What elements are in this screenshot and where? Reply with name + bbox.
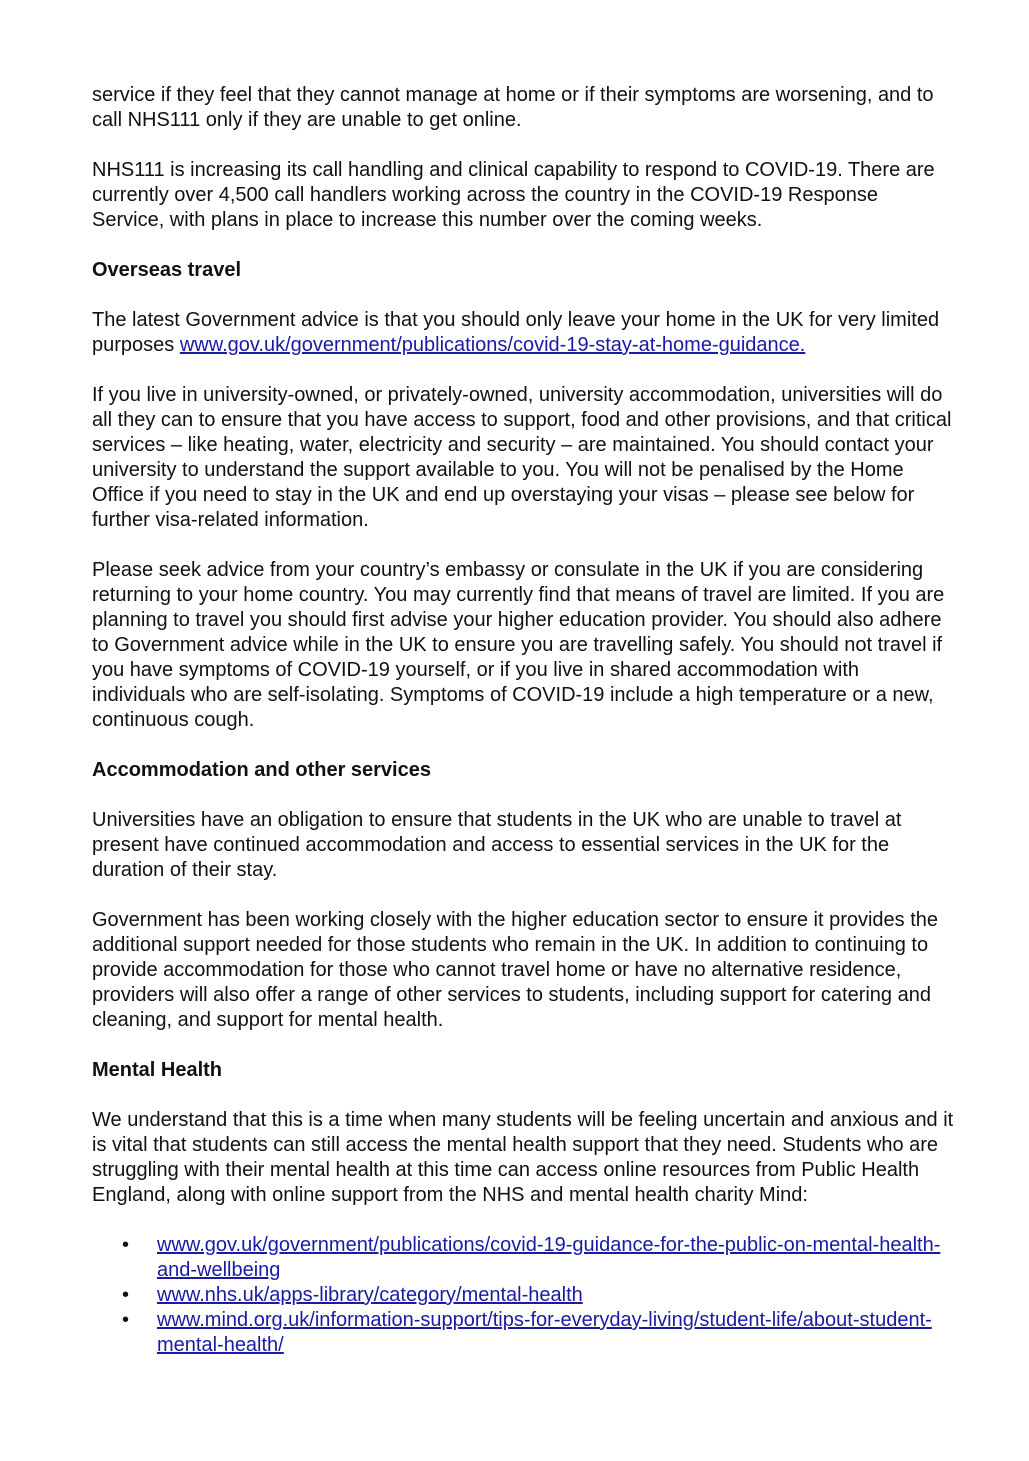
paragraph-government-advice-text: The latest Government advice is that you should only leave your home in the UK for very limited purposes xyxy=(92,309,940,356)
nhs-apps-library-link[interactable]: www.nhs.uk/apps-library/category/mental-health xyxy=(157,1284,583,1306)
paragraph-mental-health-support: We understand that this is a time when many students will be feeling uncertain and anxious and it is vital that students can still access the mental health support that they need. Students who are struggling with their mental health at this time can access online resources from Public Health England, along with online support from the NHS and mental health charity Mind: xyxy=(92,1109,954,1206)
list-item xyxy=(157,1233,954,1283)
document-page xyxy=(92,83,954,1358)
heading-overseas-travel: Overseas travel xyxy=(92,259,242,281)
paragraph-government-advice xyxy=(92,308,954,358)
paragraph-university-obligation: Universities have an obligation to ensure that students in the UK who are unable to travel at present have continued accommodation and access to essential services in the UK for the duration of their stay. xyxy=(92,809,902,881)
paragraph-nhs-online: service if they feel that they cannot manage at home or if their symptoms are worsening, and to call NHS111 only if they are unable to get online. xyxy=(92,84,934,131)
stay-at-home-guidance-link[interactable]: www.gov.uk/government/publications/covid-19-stay-at-home-guidance. xyxy=(179,334,806,356)
gov-mental-health-guidance-link[interactable]: www.gov.uk/government/publications/covid-19-guidance-for-the-public-on-mental-health-and-wellbeing xyxy=(157,1234,941,1281)
heading-accommodation-services: Accommodation and other services xyxy=(92,759,431,781)
paragraph-nhs111-capacity: NHS111 is increasing its call handling and clinical capability to respond to COVID-19. There are currently over 4,500 call handlers working across the country in the COVID-19 Response Service, with plans in place to increase this number over the coming weeks. xyxy=(92,159,935,231)
paragraph-government-support: Government has been working closely with the higher education sector to ensure it provides the additional support needed for those students who remain in the UK. In addition to continuing to provide accommodation for those who cannot travel home or have no alternative residence, providers will also offer a range of other services to students, including support for catering and cleaning, and support for mental health. xyxy=(92,909,939,1031)
mind-student-mental-health-link[interactable]: www.mind.org.uk/information-support/tips-for-everyday-living/student-life/about-student-mental-health/ xyxy=(157,1309,932,1356)
list-item xyxy=(157,1308,954,1358)
paragraph-university-accommodation: If you live in university-owned, or privately-owned, university accommodation, universities will do all they can to ensure that you have access to support, food and other provisions, and that critical services – like heating, water, electricity and security – are maintained. You should contact your university to understand the support available to you. You will not be penalised by the Home Office if you need to stay in the UK and end up overstaying your visas – please see below for further visa-related information. xyxy=(92,384,952,531)
mental-health-links-list xyxy=(92,1233,954,1358)
heading-mental-health: Mental Health xyxy=(92,1059,223,1081)
list-item xyxy=(157,1283,954,1308)
paragraph-embassy-advice: Please seek advice from your country’s embassy or consulate in the UK if you are considering returning to your home country. You may currently find that means of travel are limited. If you are planning to travel you should first advise your higher education provider. You should also adhere to Government advice while in the UK to ensure you are travelling safely. You should not travel if you have symptoms of COVID-19 yourself, or if you live in shared accommodation with individuals who are self-isolating. Symptoms of COVID-19 include a high temperature or a new, continuous cough. xyxy=(92,559,945,731)
